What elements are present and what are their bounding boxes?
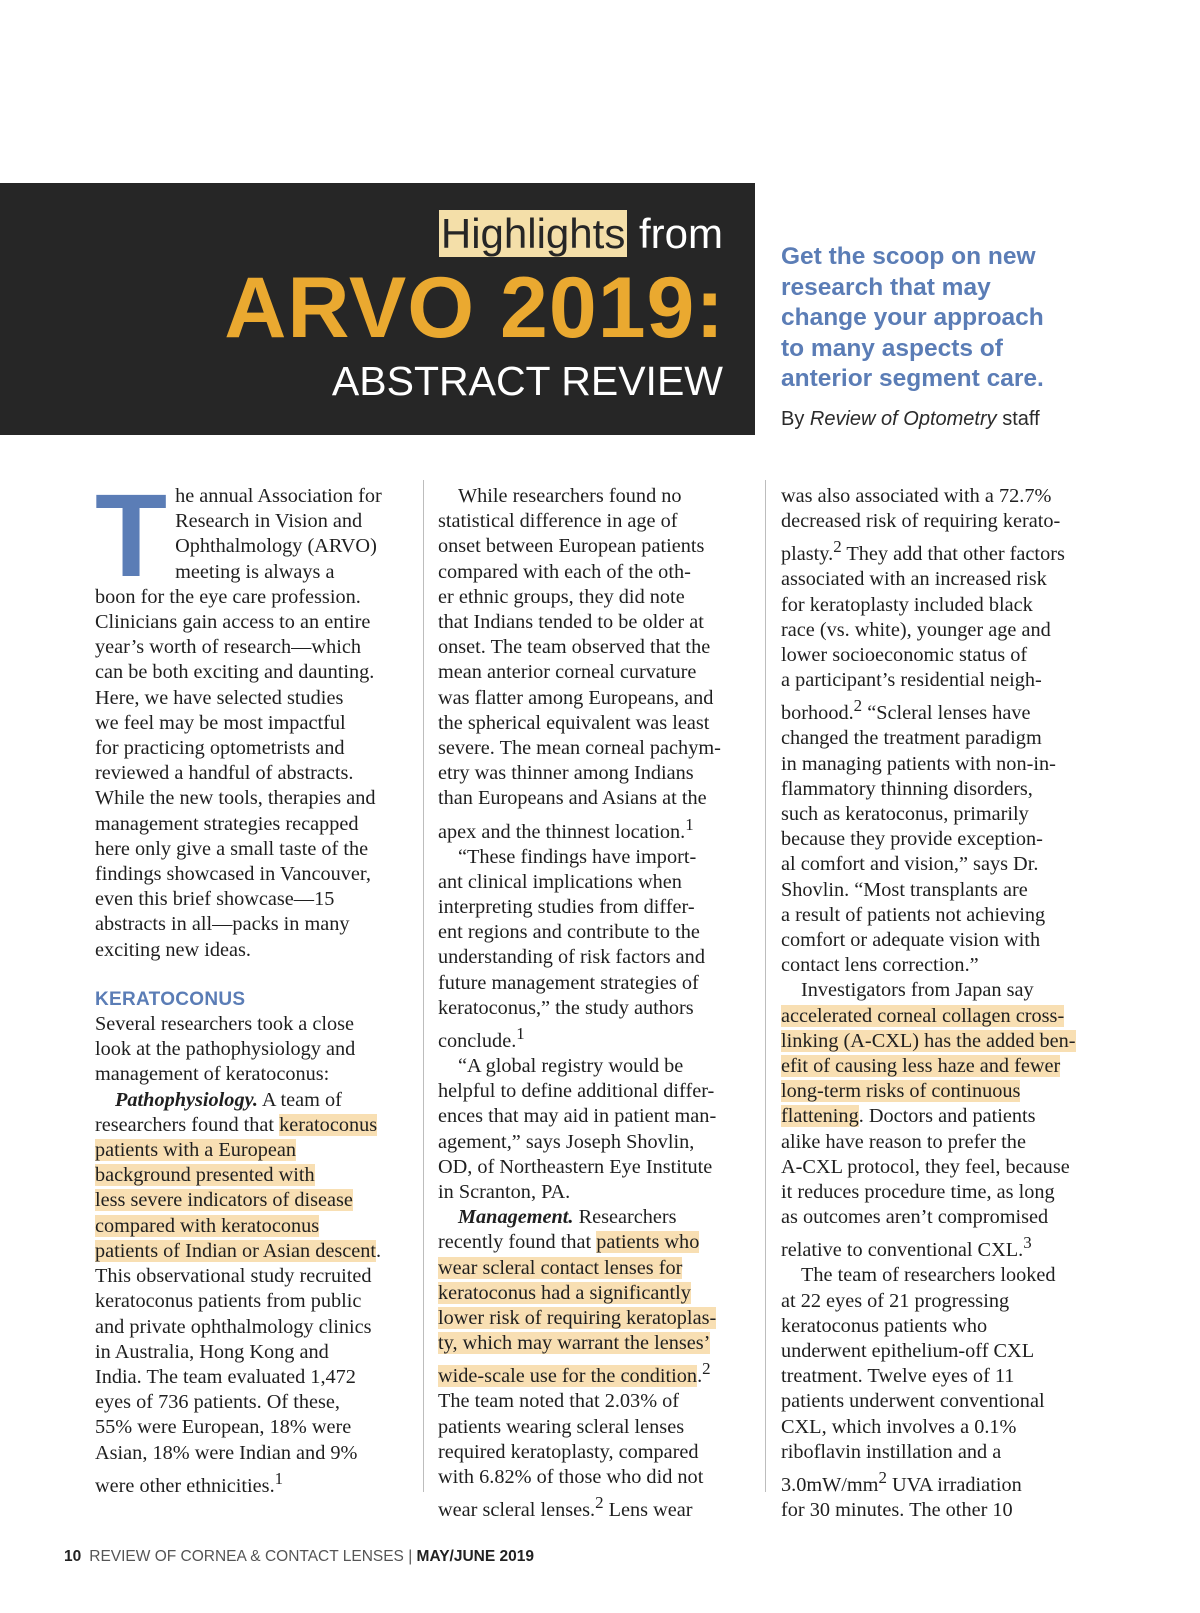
text-line: agement,” says Joseph Shovlin, <box>438 1130 695 1153</box>
text-run: . Doctors and patients <box>858 1105 1036 1128</box>
section-heading: KERATOCONUS <box>95 988 246 1010</box>
text-line <box>438 1256 768 1281</box>
reference-marker: 2 <box>702 1359 711 1379</box>
text-line <box>95 1188 415 1213</box>
highlighted-text: ty, which may warrant the lenses’ <box>438 1332 711 1355</box>
text-line: patients underwent conventional <box>781 1390 1045 1413</box>
text-line: findings showcased in Vancouver, <box>95 863 371 886</box>
kicker <box>439 210 723 257</box>
reference-marker: 2 <box>833 537 842 557</box>
text-line <box>438 1356 768 1389</box>
text-line: “These findings have import- <box>458 845 697 868</box>
text-line <box>95 1088 415 1113</box>
text-run: A team of <box>257 1088 342 1111</box>
text-line: flammatory thinning disorders, <box>781 777 1033 800</box>
text-line <box>438 1281 768 1306</box>
text-line <box>781 1465 1099 1498</box>
text-line: etry was thinner among Indians <box>438 762 694 785</box>
byline <box>781 408 1040 431</box>
text-run: apex and the thinnest location. <box>438 820 686 843</box>
highlighted-text: patients who <box>596 1231 700 1254</box>
kicker-rest: from <box>627 210 723 257</box>
text-run: “Scleral lenses have <box>862 702 1031 725</box>
text-run: borhood. <box>781 702 854 725</box>
text-line: ent regions and contribute to the <box>438 921 700 944</box>
text-line: even this brief showcase—15 <box>95 888 335 911</box>
text-run: recently found that <box>438 1231 597 1254</box>
text-line <box>781 1079 1099 1104</box>
text-line: a participant’s residential neigh- <box>781 669 1042 692</box>
text-line: “A global registry would be <box>458 1055 684 1077</box>
text-line: 55% were European, 18% were <box>95 1416 352 1439</box>
highlighted-text: keratoconus had a significantly <box>438 1281 691 1304</box>
text-line: look at the pathophysiology and <box>95 1038 356 1061</box>
text-line <box>438 812 768 845</box>
text-line: Investigators from Japan say <box>801 979 1034 1002</box>
article-subtitle: ABSTRACT REVIEW <box>331 358 723 404</box>
highlighted-text: background presented with <box>95 1164 315 1187</box>
page-number: 10 <box>64 1548 82 1565</box>
text-line: The team of researchers looked <box>801 1264 1056 1287</box>
text-line: decreased risk of requiring kerato- <box>781 510 1061 533</box>
text-line <box>438 1490 768 1523</box>
text-line: can be both exciting and daunting. <box>95 661 375 684</box>
text-run: plasty. <box>781 543 834 566</box>
text-line <box>95 1163 415 1188</box>
text-line: contact lens correction.” <box>781 954 979 977</box>
text-run: conclude. <box>438 1029 517 1052</box>
text-line: riboflavin instillation and a <box>781 1440 1002 1463</box>
text-run: Researchers <box>573 1206 677 1229</box>
reference-marker: 2 <box>853 696 863 716</box>
run-in-label: Pathophysiology. <box>115 1088 258 1111</box>
deck-line: to many aspects of <box>781 334 1003 362</box>
deck-line: research that may <box>781 273 991 301</box>
column-divider <box>423 480 424 1492</box>
reference-marker: 1 <box>685 814 694 834</box>
text-line <box>95 1239 415 1264</box>
text-line: interpreting studies from differ- <box>438 896 695 919</box>
text-line: compared with each of the oth- <box>438 560 691 583</box>
text-line: Here, we have selected studies <box>95 686 344 709</box>
text-line: This observational study recruited <box>95 1265 372 1288</box>
text-line: Shovlin. “Most transplants are <box>781 878 1028 901</box>
text-run: UVA irradiation <box>886 1473 1022 1496</box>
highlighted-text: compared with keratoconus <box>95 1214 320 1237</box>
text-line: keratoconus patients from public <box>95 1290 362 1313</box>
text-run: relative to conventional CXL. <box>781 1239 1024 1262</box>
text-line: changed the treatment paradigm <box>781 727 1042 750</box>
text-line <box>438 1230 768 1255</box>
text-line: India. The team evaluated 1,472 <box>95 1365 356 1388</box>
highlighted-text: less severe indicators of disease <box>95 1189 353 1212</box>
highlighted-text: patients of Indian or Asian descent <box>95 1239 377 1262</box>
text-line <box>781 1029 1099 1054</box>
text-line <box>781 1104 1099 1129</box>
text-line: in managing patients with non-in- <box>781 752 1056 775</box>
text-line: underwent epithelium-off CXL <box>781 1340 1035 1362</box>
title-banner <box>0 183 755 435</box>
text-line: understanding of risk factors and <box>438 946 705 969</box>
drop-cap: T <box>95 470 168 602</box>
deck-line: change your approach <box>781 304 1044 331</box>
byline-publication: Review of Optometry <box>809 408 997 430</box>
text-line <box>95 1214 415 1239</box>
text-line <box>438 1205 768 1230</box>
column-2 <box>438 484 768 1523</box>
text-run: were other ethnicities. <box>95 1474 275 1497</box>
text-line <box>781 534 1099 567</box>
text-line: because they provide exception- <box>781 828 1043 851</box>
text-line: onset between European patients <box>438 535 705 558</box>
run-in-label: Management. <box>458 1206 574 1229</box>
text-line: for 30 minutes. The other 10 <box>781 1498 1013 1521</box>
text-line: that Indians tended to be older at <box>438 611 704 634</box>
text-line <box>95 1466 415 1499</box>
text-line: severe. The mean corneal pachym- <box>438 737 721 760</box>
text-line: Asian, 18% were Indian and 9% <box>95 1441 358 1464</box>
highlighted-text: lower risk of requiring keratoplas- <box>438 1307 717 1330</box>
column-3 <box>781 484 1099 1523</box>
text-run: 3.0mW/mm <box>781 1473 879 1496</box>
superscript: 2 <box>878 1468 887 1488</box>
text-line: OD, of Northeastern Eye Institute <box>438 1155 713 1178</box>
text-line <box>781 1004 1099 1029</box>
text-line <box>781 1230 1099 1263</box>
text-line: alike have reason to prefer the <box>781 1130 1026 1153</box>
highlighted-text: patients with a European <box>95 1139 297 1162</box>
magazine-name: REVIEW OF CORNEA & CONTACT LENSES | <box>89 1548 413 1565</box>
deck <box>781 242 1181 395</box>
highlighted-text: keratoconus <box>279 1113 378 1136</box>
text-line <box>95 1138 415 1163</box>
text-run: They add that other factors <box>841 543 1065 566</box>
text-line: with 6.82% of those who did not <box>438 1466 704 1489</box>
text-line: in Australia, Hong Kong and <box>95 1340 329 1363</box>
text-line: than Europeans and Asians at the <box>438 787 707 810</box>
text-line: for practicing optometrists and <box>95 737 345 760</box>
text-line: Several researchers took a close <box>95 1013 355 1036</box>
text-line: The team noted that 2.03% of <box>438 1390 680 1413</box>
text-line: treatment. Twelve eyes of 11 <box>781 1365 1015 1388</box>
text-line: meeting is always a <box>175 560 335 583</box>
text-line: Research in Vision and <box>175 510 363 533</box>
deck-line: Get the scoop on new <box>781 243 1036 270</box>
text-run: researchers found that <box>95 1113 280 1136</box>
reference-marker: 1 <box>274 1468 284 1488</box>
reference-marker: 3 <box>1023 1233 1032 1253</box>
text-line <box>781 1054 1099 1079</box>
highlighted-text: linking (A-CXL) has the added ben- <box>781 1029 1076 1052</box>
issue-date: MAY/JUNE 2019 <box>412 1548 535 1565</box>
text-line: keratoconus,” the study authors <box>438 996 694 1019</box>
page-footer <box>64 1548 534 1566</box>
text-line: patients wearing scleral lenses <box>438 1415 685 1438</box>
text-line: er ethnic groups, they did note <box>438 585 685 608</box>
text-line: race (vs. white), younger age and <box>781 618 1051 641</box>
text-line: onset. The team observed that the <box>438 636 711 659</box>
text-line: management of keratoconus: <box>95 1063 330 1086</box>
text-line: as outcomes aren’t compromised <box>781 1206 1049 1229</box>
text-line <box>438 1331 768 1356</box>
text-line: al comfort and vision,” says Dr. <box>781 853 1039 876</box>
highlighted-text: efit of causing less haze and fewer <box>781 1055 1061 1077</box>
deck-line: anterior segment care. <box>781 365 1044 392</box>
text-line <box>438 1021 768 1054</box>
text-line: keratoconus patients who <box>781 1314 988 1337</box>
text-line: ant clinical implications when <box>438 870 682 893</box>
text-line: year’s worth of research—which <box>95 636 361 659</box>
text-line: such as keratoconus, primarily <box>781 802 1029 825</box>
text-line <box>95 1113 415 1138</box>
text-line: comfort or adequate vision with <box>781 928 1041 951</box>
text-line <box>781 693 1099 726</box>
text-run: . <box>697 1365 703 1388</box>
highlighted-text: flattening <box>781 1105 859 1128</box>
text-line: at 22 eyes of 21 progressing <box>781 1289 1010 1312</box>
text-line: Ophthalmology (ARVO) <box>175 535 377 558</box>
text-run: Lens wear <box>603 1498 693 1521</box>
text-line: the spherical equivalent was least <box>438 711 710 734</box>
text-line: Clinicians gain access to an entire <box>95 611 371 634</box>
text-line: exciting new ideas. <box>95 938 252 961</box>
article-title: ARVO 2019: <box>224 260 725 356</box>
text-run: . <box>376 1239 382 1262</box>
byline-by: By <box>781 408 810 430</box>
text-line: lower socioeconomic status of <box>781 643 1028 666</box>
text-line: it reduces procedure time, as long <box>781 1181 1055 1204</box>
kicker-highlight: Highlights <box>440 210 626 257</box>
text-line: boon for the eye care profession. <box>95 585 361 608</box>
text-line: required keratoplasty, compared <box>438 1440 699 1463</box>
reference-marker: 1 <box>516 1024 525 1044</box>
text-line: A-CXL protocol, they feel, because <box>781 1155 1070 1178</box>
text-line: for keratoplasty included black <box>781 593 1033 616</box>
text-line: in Scranton, PA. <box>438 1181 571 1204</box>
column-1 <box>95 470 415 1499</box>
text-line <box>438 1306 768 1331</box>
highlighted-text: wide-scale use for the condition <box>438 1365 698 1388</box>
reference-marker: 2 <box>595 1493 604 1513</box>
text-line: we feel may be most impactful <box>95 711 346 734</box>
text-line: he annual Association for <box>175 485 382 507</box>
text-line: abstracts in all—packs in many <box>95 913 350 936</box>
byline-staff: staff <box>996 408 1040 430</box>
text-line: CXL, which involves a 0.1% <box>781 1415 1017 1438</box>
text-line: future management strategies of <box>438 971 699 994</box>
text-line: management strategies recapped <box>95 812 359 835</box>
text-line: associated with an increased risk <box>781 568 1047 591</box>
highlighted-text: long-term risks of continuous <box>781 1080 1021 1103</box>
text-line: mean anterior corneal curvature <box>438 661 697 684</box>
text-line: ences that may aid in patient man- <box>438 1105 717 1128</box>
highlighted-text: accelerated corneal collagen cross- <box>781 1004 1065 1027</box>
text-line: reviewed a handful of abstracts. <box>95 762 354 785</box>
text-line: and private ophthalmology clinics <box>95 1315 372 1338</box>
text-line: While the new tools, therapies and <box>95 787 376 810</box>
text-line: statistical difference in age of <box>438 510 678 533</box>
text-line: here only give a small taste of the <box>95 837 369 860</box>
text-line: a result of patients not achieving <box>781 903 1046 926</box>
text-line: was also associated with a 72.7% <box>781 485 1052 507</box>
text-line: was flatter among Europeans, and <box>438 686 714 709</box>
text-line: While researchers found no <box>458 485 682 507</box>
highlighted-text: wear scleral contact lenses for <box>438 1256 683 1279</box>
text-run: wear scleral lenses. <box>438 1498 596 1521</box>
text-line: helpful to define additional differ- <box>438 1080 715 1103</box>
text-line: eyes of 736 patients. Of these, <box>95 1391 340 1414</box>
